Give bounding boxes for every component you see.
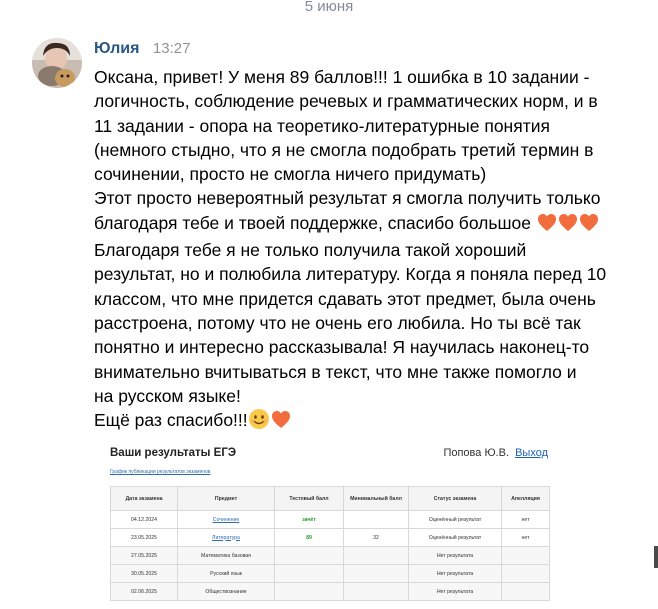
message-line: сочинении, просто не смогла ничего придумать) [94,164,487,185]
exam-date: 30.05.2025 [111,565,178,583]
column-header: Минимальный балл [344,487,409,511]
ege-user [443,447,548,459]
exam-subject-link[interactable]: Литература [178,529,275,547]
exam-appeal [502,583,550,601]
exam-appeal: нет [502,511,550,529]
exam-date: 23.05.2025 [111,529,178,547]
message-line: результат, но и полюбила литературу. Когда я поняла перед 10 [94,264,607,285]
table-row [111,529,550,547]
exam-min-score: 32 [344,529,409,547]
table-row [111,547,550,565]
message-line: Этот просто невероятный результат я смогла получить только [94,188,601,209]
exam-status: Нет результата [409,583,502,601]
heart-icon [271,410,291,435]
message-line: внимательно вчитываться в текст, что мне также помогло и [94,361,577,382]
heart-icon [579,213,599,238]
exam-score: зачёт [275,511,344,529]
author-name[interactable]: Юлия [94,40,140,57]
exam-date: 02.06.2025 [111,583,178,601]
exam-min-score [344,565,409,583]
exam-status: Оценённый результат [409,511,502,529]
date-separator: 5 июня [304,0,354,15]
exam-score [275,565,344,583]
heart-icon [558,213,578,238]
exam-subject: Математика базовая [178,547,275,565]
message-line: на русском языке! [94,385,241,406]
column-header: Тестовый балл [275,487,344,511]
exam-score [275,547,344,565]
exam-appeal: нет [502,529,550,547]
message-line: (немного стыдно, что я не смогла подобрать третий термин в [94,139,594,160]
column-header: Дата экзамена [111,487,178,511]
ege-title: Ваши результаты ЕГЭ [110,447,237,459]
column-header: Статус экзамена [409,487,502,511]
exam-subject: Обществознание [178,583,275,601]
exam-score [275,583,344,601]
exam-appeal [502,565,550,583]
ege-results-table [110,486,550,601]
ege-results-image[interactable] [96,436,566,609]
message-line [94,408,654,436]
exam-min-score [344,547,409,565]
table-row [111,511,550,529]
message-header [94,40,190,58]
message-line: 11 задании - опора на теоретико-литературные понятия [94,115,550,136]
exam-status: Оценённый результат [409,529,502,547]
column-header: Апелляция [502,487,550,511]
table-header-row [111,487,550,511]
logout-link[interactable]: Выход [515,447,548,459]
exam-status: Нет результата [409,547,502,565]
smile-icon [248,408,270,436]
message-line-text: благодаря тебе и твоей поддержке, спасибо большое [94,212,532,233]
exam-date: 27.05.2025 [111,547,178,565]
exam-appeal [502,547,550,565]
message-time[interactable]: 13:27 [152,40,191,57]
message-line: расстроена, потому что не очень его любила. Но ты всё так [94,312,581,333]
exam-min-score [344,511,409,529]
message-line: классом, что мне придется сдавать этот предмет, была очень [94,288,596,309]
avatar[interactable] [32,38,82,88]
exam-subject: Русский язык [178,565,275,583]
message-line: Благодаря тебе я не только получила такой хороший [94,240,527,261]
table-row [111,565,550,583]
message-line: Оксана, привет! У меня 89 баллов!!! 1 ошибка в 10 задании - [94,67,590,87]
message-line-text: Ещё раз спасибо!!! [94,410,248,431]
column-header: Предмет [178,487,275,511]
exam-subject-link[interactable]: Сочинение [178,511,275,529]
schedule-link[interactable]: График публикации результатов экзаменов [110,469,211,475]
exam-date: 04.12.2024 [111,511,178,529]
exam-status: Нет результата [409,565,502,583]
message-text [94,65,654,436]
message-line [94,211,654,238]
exam-score: 89 [275,529,344,547]
table-row [111,583,550,601]
heart-icon [537,213,557,238]
scrollbar-thumb[interactable] [654,546,658,568]
ege-user-name: Попова Ю.В. [443,447,510,459]
message-line: логичность, соблюдение речевых и грамматических норм, и в [94,91,598,112]
exam-min-score [344,583,409,601]
message-line: понятно и интересно рассказывала! Я научилась наконец-то [94,337,590,358]
